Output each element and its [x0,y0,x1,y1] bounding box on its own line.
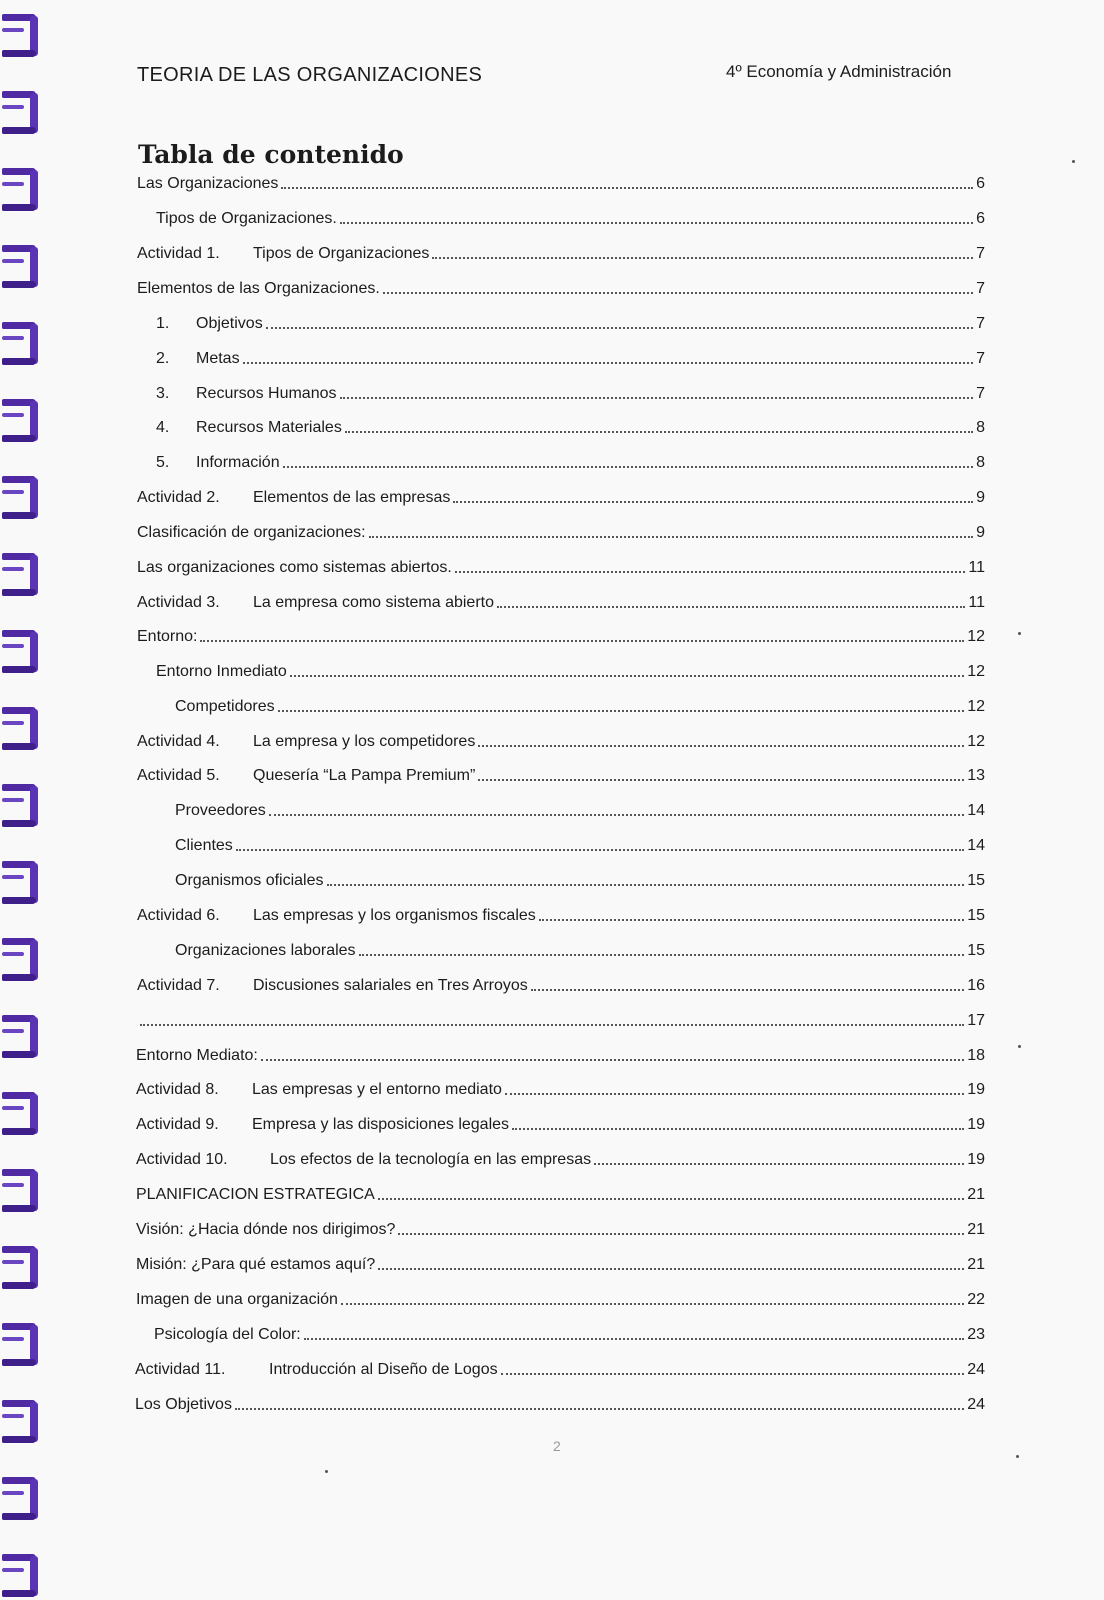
paper-speck [1018,1045,1021,1048]
toc-entry-label: Tipos de Organizaciones [253,245,430,262]
toc-entry[interactable] [175,867,985,891]
toc-entry-number: 3. [156,385,170,402]
toc-entry-label: Introducción al Diseño de Logos [269,1361,498,1378]
toc-dot-leader [290,675,964,677]
spiral-coil [2,1323,38,1367]
toc-entry-number: Actividad 3. [137,594,220,611]
toc-entry-page: 12 [967,663,985,680]
toc-entry-page: 17 [967,1012,985,1029]
toc-dot-leader [539,919,964,921]
toc-entry[interactable] [137,972,985,996]
toc-entry-label: Discusiones salariales en Tres Arroyos [253,977,528,994]
toc-entry-number: Actividad 11. [135,1361,226,1378]
toc-entry-label: Quesería “La Pampa Premium” [253,767,476,784]
toc-entry-page: 6 [976,210,985,227]
toc-entry-page: 14 [967,837,985,854]
toc-dot-leader [398,1233,964,1235]
spiral-coil [2,1554,38,1598]
toc-dot-leader [266,327,973,329]
toc-entry-label: Entorno Mediato: [136,1047,258,1064]
toc-entry-label: Recursos Humanos [196,385,337,402]
toc-dot-leader [478,779,964,781]
spiral-binding [0,0,60,1600]
toc-entry-page: 14 [967,802,985,819]
document-header-course: 4º Economía y Administración [726,62,952,81]
toc-entry-number: Actividad 4. [137,733,220,750]
toc-entry[interactable] [175,797,985,821]
toc-dot-leader [345,431,973,433]
toc-entry[interactable] [137,554,985,578]
toc-entry[interactable] [137,275,985,299]
toc-dot-leader [341,1303,964,1305]
toc-entry-label: Objetivos [196,315,263,332]
toc-entry[interactable] [135,1391,985,1415]
toc-entry-page: 19 [967,1151,985,1168]
toc-entry-label: Psicología del Color: [154,1326,301,1343]
toc-dot-leader [512,1128,964,1130]
toc-entry-number: 1. [156,315,170,332]
toc-entry[interactable] [136,1216,985,1240]
toc-entry-page: 12 [967,733,985,750]
toc-entry-label: Imagen de una organización [136,1291,338,1308]
toc-entry[interactable] [175,693,985,717]
toc-dot-leader [243,362,974,364]
toc-entry-number: Actividad 9. [136,1116,219,1133]
toc-entry-label: Organizaciones laborales [175,942,356,959]
toc-entry-page: 11 [968,559,985,576]
toc-entry-page: 9 [976,524,985,541]
toc-entry[interactable] [156,380,985,404]
toc-entry-label: Los Objetivos [135,1396,232,1413]
toc-dot-leader [369,536,974,538]
toc-entry[interactable] [137,240,985,264]
spiral-coil [2,861,38,905]
toc-entry-page: 12 [967,698,985,715]
spiral-coil [2,707,38,751]
spiral-coil [2,553,38,597]
toc-entry-number: Actividad 7. [137,977,220,994]
spiral-coil [2,91,38,135]
toc-entry-number: 2. [156,350,170,367]
spiral-coil [2,1015,38,1059]
spiral-coil [2,1092,38,1136]
toc-entry-page: 23 [967,1326,985,1343]
toc-dot-leader [531,989,964,991]
toc-entry-page: 15 [967,907,985,924]
toc-entry-page: 22 [967,1291,985,1308]
toc-entry-page: 21 [967,1186,985,1203]
toc-entry[interactable] [136,1251,985,1275]
toc-title: Tabla de contenido [138,140,404,169]
toc-entry-label: PLANIFICACION ESTRATEGICA [136,1186,375,1203]
toc-entry-page: 21 [967,1256,985,1273]
toc-dot-leader [378,1268,964,1270]
toc-dot-leader [327,884,965,886]
toc-entry[interactable] [137,623,985,647]
toc-entry-label: Clasificación de organizaciones: [137,524,366,541]
toc-entry-page: 6 [976,175,985,192]
spiral-coil [2,1400,38,1444]
toc-entry-number: Actividad 8. [136,1081,219,1098]
toc-dot-leader [505,1093,964,1095]
toc-entry-label: Información [196,454,280,471]
toc-entry-page: 7 [976,245,985,262]
toc-dot-leader [455,571,966,573]
toc-entry-page: 24 [967,1361,985,1378]
toc-entry-page: 15 [967,872,985,889]
spiral-coil [2,322,38,366]
toc-entry-label: Las organizaciones como sistemas abiertos. [137,559,452,576]
spiral-coil [2,245,38,289]
toc-dot-leader [140,1024,964,1026]
toc-entry-page: 9 [976,489,985,506]
toc-entry-label: Clientes [175,837,233,854]
toc-entry-label: La empresa y los competidores [253,733,476,750]
spiral-coil [2,476,38,520]
toc-entry-number: Actividad 6. [137,907,220,924]
toc-entry-label: Las Organizaciones [137,175,279,192]
toc-entry-page: 18 [967,1047,985,1064]
toc-entry-page: 13 [967,767,985,784]
toc-entry-page: 15 [967,942,985,959]
toc-dot-leader [497,606,965,608]
toc-dot-leader [478,745,964,747]
toc-entry-number: 4. [156,419,170,436]
toc-dot-leader [359,954,965,956]
toc-entry[interactable] [136,1076,985,1100]
toc-entry-number: Actividad 1. [137,245,220,262]
toc-dot-leader [432,257,973,259]
toc-entry[interactable] [156,310,985,334]
toc-entry[interactable] [137,170,985,194]
toc-entry-label: Entorno Inmediato [156,663,287,680]
toc-entry-label: Entorno: [137,628,198,645]
toc-dot-leader [278,710,965,712]
spiral-coil [2,1169,38,1213]
toc-entry[interactable] [136,1111,985,1135]
spiral-coil [2,1246,38,1290]
toc-entry[interactable] [156,205,985,229]
toc-entry-label: Organismos oficiales [175,872,324,889]
toc-entry-label: Los efectos de la tecnología en las empresas [270,1151,592,1168]
toc-entry-number: Actividad 5. [137,767,220,784]
toc-dot-leader [236,849,964,851]
toc-dot-leader [269,814,964,816]
toc-dot-leader [261,1059,964,1061]
toc-entry[interactable] [137,519,985,543]
toc-entry[interactable] [156,658,985,682]
toc-dot-leader [200,640,964,642]
toc-dot-leader [283,466,974,468]
toc-entry[interactable] [137,589,985,613]
toc-entry-page: 21 [967,1221,985,1238]
toc-entry-label: Tipos de Organizaciones. [156,210,337,227]
toc-entry-number: Actividad 2. [137,489,220,506]
toc-entry-label: La empresa como sistema abierto [253,594,494,611]
toc-entry-number: 5. [156,454,170,471]
spiral-coil [2,168,38,212]
toc-dot-leader [453,501,973,503]
toc-entry-label: Elementos de las empresas [253,489,451,506]
toc-entry-page: 12 [967,628,985,645]
toc-entry[interactable] [156,414,985,438]
toc-dot-leader [501,1373,965,1375]
toc-entry[interactable] [156,449,985,473]
toc-entry[interactable] [136,1286,985,1310]
toc-entry-page: 8 [976,419,985,436]
toc-entry[interactable] [137,902,985,926]
toc-dot-leader [235,1408,964,1410]
spiral-coil [2,1477,38,1521]
toc-entry-label: Empresa y las disposiciones legales [252,1116,510,1133]
toc-entry-label: Elementos de las Organizaciones. [137,280,380,297]
toc-entry-page: 24 [967,1396,985,1413]
toc-entry-label: Metas [196,350,240,367]
toc-entry-page: 7 [976,385,985,402]
toc-entry[interactable] [137,1007,985,1031]
toc-dot-leader [594,1163,964,1165]
toc-dot-leader [383,292,973,294]
toc-entry-page: 7 [976,350,985,367]
toc-dot-leader [340,397,974,399]
toc-entry[interactable] [135,1356,985,1380]
toc-entry-label: Las empresas y los organismos fiscales [253,907,536,924]
document-header-title: TEORIA DE LAS ORGANIZACIONES [137,64,483,86]
toc-entry-label: Las empresas y el entorno mediato [252,1081,502,1098]
toc-dot-leader [281,187,973,189]
toc-entry-page: 7 [976,315,985,332]
toc-entry-page: 19 [967,1116,985,1133]
toc-entry[interactable] [175,832,985,856]
toc-entry[interactable] [136,1146,985,1170]
toc-entry-label: Visión: ¿Hacia dónde nos dirigimos? [136,1221,396,1238]
toc-dot-leader [304,1338,964,1340]
toc-entry-number: Actividad 10. [136,1151,228,1168]
toc-entry[interactable] [137,728,985,752]
toc-entry-page: 16 [967,977,985,994]
toc-dot-leader [378,1198,964,1200]
toc-entry-label: Proveedores [175,802,266,819]
toc-entry[interactable] [136,1042,985,1066]
toc-dot-leader [340,222,973,224]
toc-entry[interactable] [137,762,985,786]
spiral-coil [2,399,38,443]
toc-entry-page: 11 [968,594,985,611]
spiral-coil [2,938,38,982]
page-number: 2 [553,1438,561,1454]
toc-entry-label: Recursos Materiales [196,419,342,436]
paper-speck [325,1470,328,1473]
toc-entry[interactable] [137,484,985,508]
toc-entry[interactable] [136,1181,985,1205]
toc-entry-page: 7 [976,280,985,297]
spiral-coil [2,784,38,828]
toc-entry[interactable] [154,1321,985,1345]
paper-speck [1016,1455,1019,1458]
paper-speck [1072,160,1075,163]
toc-entry-page: 19 [967,1081,985,1098]
spiral-coil [2,630,38,674]
spiral-coil [2,14,38,58]
toc-entry-page: 8 [976,454,985,471]
paper-speck [1018,632,1021,635]
toc-entry-label: Misión: ¿Para qué estamos aquí? [136,1256,376,1273]
toc-entry[interactable] [175,937,985,961]
toc-entry-label: Competidores [175,698,275,715]
toc-entry[interactable] [156,345,985,369]
